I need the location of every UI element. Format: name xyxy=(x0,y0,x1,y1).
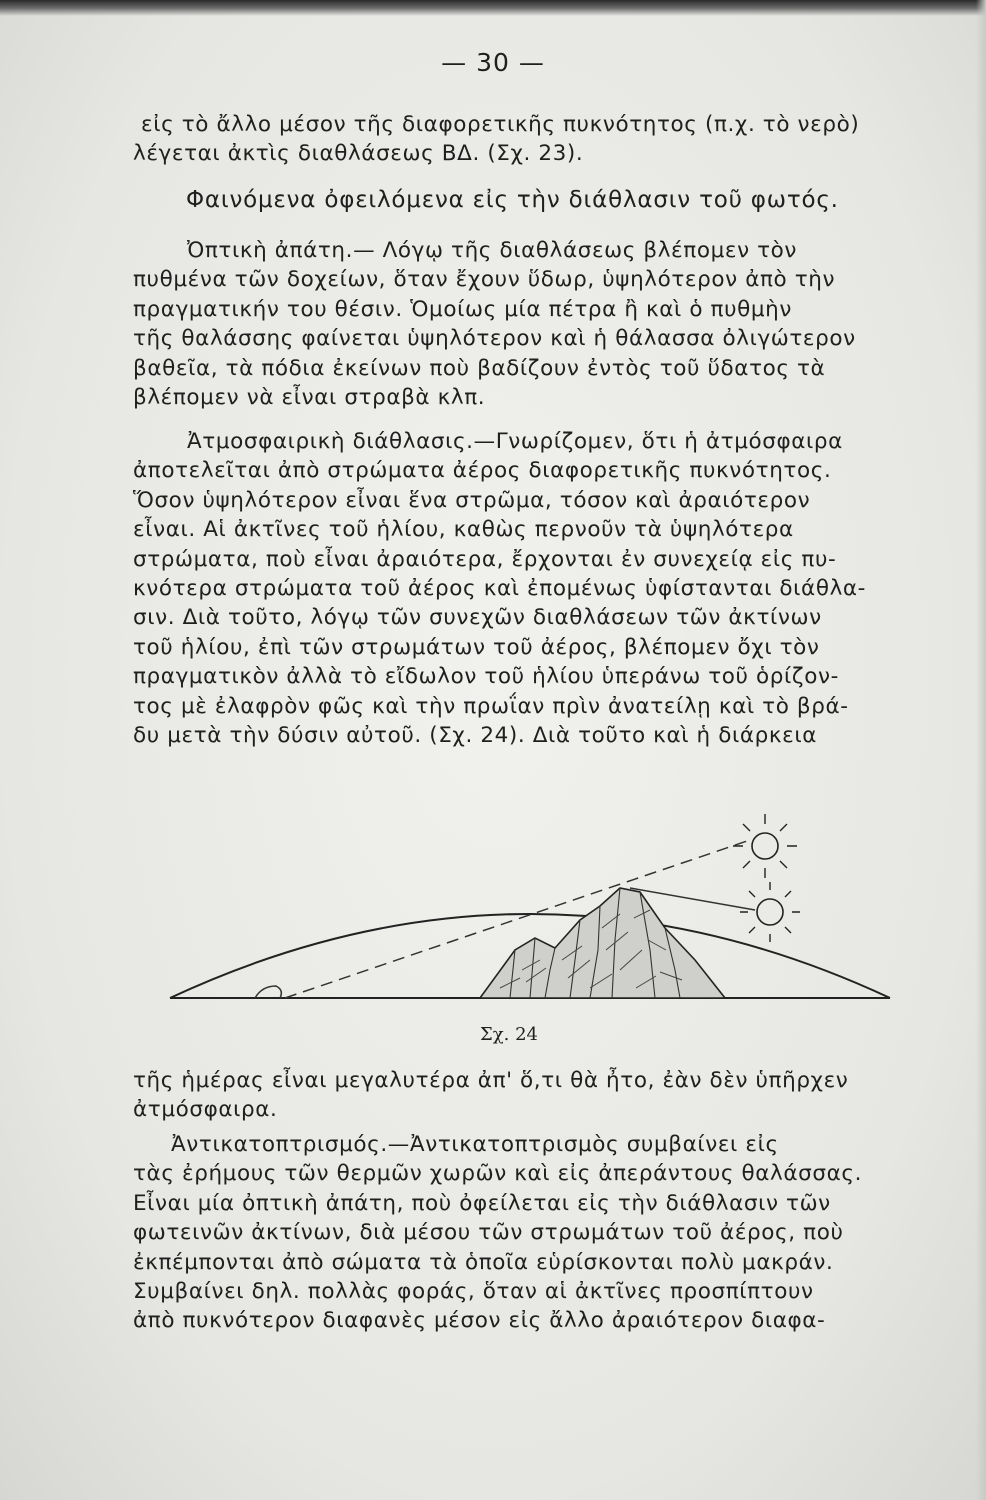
mountain-drawing xyxy=(480,888,725,998)
page-number: — 30 — xyxy=(441,48,545,77)
text-line: Ἀτμοσφαιρικὴ διάθλασις.—Γνωρίζομεν, ὅτι ἡ ἀτμόσφαιρα xyxy=(187,429,843,454)
mirage-paragraph xyxy=(133,1130,933,1336)
text-line: βλέπομεν νὰ εἶναι στραβὰ κλπ. xyxy=(133,385,486,411)
text-line: Ἀντικατοπτρισμός.—Ἀντικατοπτρισμὸς συμβαίνει εἰς xyxy=(171,1132,779,1157)
text-line: τὰς ἐρήμους τῶν θερμῶν χωρῶν καὶ εἰς ἀπεράντους θαλάσσας. xyxy=(133,1161,863,1187)
optical-illusion-paragraph xyxy=(133,236,933,412)
refraction-figure xyxy=(150,810,920,1010)
text-line: κνότερα στρώματα τοῦ ἀέρος καὶ ἐπομένως ὑφίστανται διάθλα- xyxy=(133,576,867,602)
scan-right-edge xyxy=(976,0,986,1500)
figure-caption: Σχ. 24 xyxy=(480,1024,538,1045)
text-line: ἀποτελεῖται ἀπὸ στρώματα ἀέρος διαφορετικῆς πυκνότητος. xyxy=(133,458,832,484)
observer-figure xyxy=(255,986,281,998)
text-line: Συμβαίνει δηλ. πολλὰς φοράς, ὅταν αἱ ἀκτῖνες προσπίπτουν xyxy=(133,1279,814,1305)
text-line: σιν. Διὰ τοῦτο, λόγῳ τῶν συνεχῶν διαθλάσεων τῶν ἀκτίνων xyxy=(133,605,822,631)
section-heading: Φαινόμενα ὀφειλόμενα εἰς τὴν διάθλασιν τοῦ φωτός. xyxy=(186,187,839,213)
text-line: λέγεται ἀκτὶς διαθλάσεως ΒΔ. (Σχ. 23). xyxy=(133,141,584,167)
text-line: ἀτμόσφαιρα. xyxy=(133,1097,278,1123)
text-line: εἶναι. Αἱ ἀκτῖνες τοῦ ἡλίου, καθὼς περνοῦν τὰ ὑψηλότερα xyxy=(133,517,794,543)
intro-paragraph xyxy=(133,110,933,169)
text-line: πραγματικήν του θέσιν. Ὁμοίως μία πέτρα ἢ καὶ ὁ πυθμὴν xyxy=(133,296,793,322)
text-line: ἀπὸ πυκνότερον διαφανὲς μέσον εἰς ἄλλο ἀραιότερον διαφα- xyxy=(133,1308,826,1334)
text-line: πραγματικὸν ἀλλὰ τὸ εἴδωλον τοῦ ἡλίου ὑπεράνω τοῦ ὁρίζον- xyxy=(133,664,839,690)
text-line: τῆς θαλάσσης φαίνεται ὑψηλότερον καὶ ἡ θάλασσα ὀλιγώτερον xyxy=(133,326,856,352)
text-line: εἰς τὸ ἄλλο μέσον τῆς διαφορετικῆς πυκνότητος (π.χ. τὸ νερὸ) xyxy=(141,112,860,137)
text-line: Ὅσον ὑψηλότερον εἶναι ἕνα στρῶμα, τόσον καὶ ἀραιότερον xyxy=(133,487,811,513)
real-sun-icon xyxy=(740,882,800,942)
after-figure-paragraph xyxy=(133,1066,933,1125)
text-line: Ὀπτικὴ ἀπάτη.— Λόγῳ τῆς διαθλάσεως βλέπομεν τὸν xyxy=(187,238,798,263)
text-line: βαθεῖα, τὰ πόδια ἐκείνων ποὺ βαδίζουν ἐντὸς τοῦ ὕδατος τὰ xyxy=(133,355,826,381)
text-line: Εἶναι μία ὀπτικὴ ἀπάτη, ποὺ ὀφείλεται εἰς τὴν διάθλασιν τῶν xyxy=(133,1190,831,1216)
text-line: τῆς ἡμέρας εἶναι μεγαλυτέρα ἀπ' ὅ,τι θὰ ἦτο, ἐὰν δὲν ὑπῆρχεν xyxy=(133,1068,849,1093)
text-line: δυ μετὰ τὴν δύσιν αὐτοῦ. (Σχ. 24). Διὰ τοῦτο καὶ ἡ διάρκεια xyxy=(133,723,817,749)
text-line: ἐκπέμπονται ἀπὸ σώματα τὰ ὁποῖα εὑρίσκονται πολὺ μακράν. xyxy=(133,1249,834,1275)
apparent-sun-icon xyxy=(733,814,797,878)
text-line: στρώματα, ποὺ εἶναι ἀραιότερα, ἔρχονται ἐν συνεχείᾳ εἰς πυ- xyxy=(133,546,837,572)
text-line: τοῦ ἡλίου, ἐπὶ τῶν στρωμάτων τοῦ ἀέρος, βλέπομεν ὄχι τὸν xyxy=(133,634,820,660)
scan-top-edge xyxy=(0,0,986,16)
text-line: τος μὲ ἐλαφρὸν φῶς καὶ τὴν πρωΐαν πρὶν ἀνατείλῃ καὶ τὸ βρά- xyxy=(133,693,849,719)
atmospheric-refraction-paragraph xyxy=(133,427,933,750)
text-line: πυθμένα τῶν δοχείων, ὅταν ἔχουν ὕδωρ, ὑψηλότερον ἀπὸ τὴν xyxy=(133,267,836,293)
text-line: φωτεινῶν ἀκτίνων, διὰ μέσου τῶν στρωμάτων τοῦ ἀέρος, ποὺ xyxy=(133,1220,844,1246)
